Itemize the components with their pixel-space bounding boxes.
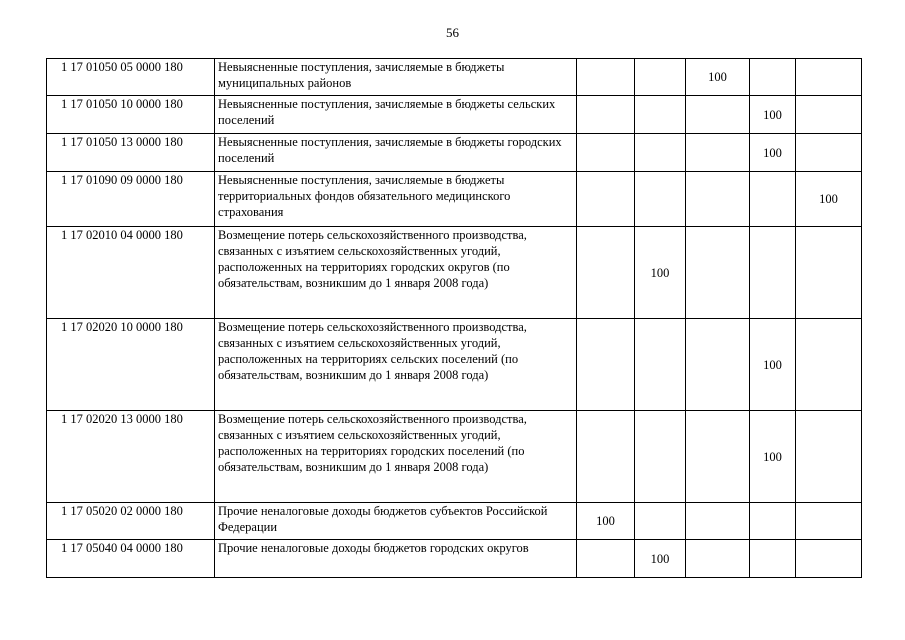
norm-value-cell [577,227,635,319]
norm-value-cell [686,411,750,503]
table-row [47,59,862,96]
norm-value-cell [796,540,862,578]
norm-value-cell [577,540,635,578]
table-row [47,411,862,503]
norm-value-cell [750,172,796,227]
revenue-name: Невыясненные поступления, зачисляемые в бюджеты территориальных фондов обязательного медицинского страхования [215,172,577,227]
revenue-code: 1 17 05040 04 0000 180 [47,540,215,578]
revenue-name: Возмещение потерь сельскохозяйственного производства, связанных с изъятием сельскохозяйственных угодий, расположенных на территориях сельских поселений (по обязательствам, возникшим до 1 января 2008 года) [215,319,577,411]
norm-value-cell [686,540,750,578]
norm-value-cell [686,319,750,411]
norm-value-cell [686,96,750,134]
norm-value-cell [796,411,862,503]
norm-value-cell [750,503,796,540]
norm-value-cell [796,134,862,172]
norm-value-cell: 100 [750,134,796,172]
norm-value-cell [686,134,750,172]
norm-value-cell: 100 [796,172,862,227]
norm-value-cell [750,540,796,578]
table-row [47,540,862,578]
norm-value-cell [577,172,635,227]
revenue-name: Прочие неналоговые доходы бюджетов субъектов Российской Федерации [215,503,577,540]
table-row [47,227,862,319]
norm-value-cell [577,134,635,172]
revenue-name: Невыясненные поступления, зачисляемые в бюджеты городских поселений [215,134,577,172]
revenue-code: 1 17 01090 09 0000 180 [47,172,215,227]
norm-value-cell: 100 [686,59,750,96]
norm-value-cell: 100 [750,411,796,503]
norm-value-cell [796,227,862,319]
norm-value-cell [686,227,750,319]
revenue-code: 1 17 01050 10 0000 180 [47,96,215,134]
table-row [47,172,862,227]
norm-value-cell [796,59,862,96]
norm-value-cell [577,411,635,503]
revenue-code: 1 17 05020 02 0000 180 [47,503,215,540]
norm-value-cell [796,96,862,134]
norm-value-cell [635,134,686,172]
norm-value-cell [577,96,635,134]
revenue-name: Возмещение потерь сельскохозяйственного производства, связанных с изъятием сельскохозяйственных угодий, расположенных на территориях городских поселений (по обязательствам, возникшим до 1 января 2008 года) [215,411,577,503]
revenue-name: Невыясненные поступления, зачисляемые в бюджеты муниципальных районов [215,59,577,96]
norm-value-cell [796,319,862,411]
table-row [47,503,862,540]
norm-value-cell [577,319,635,411]
revenue-code: 1 17 01050 05 0000 180 [47,59,215,96]
norm-value-cell [635,59,686,96]
norm-value-cell [577,59,635,96]
norm-value-cell [750,59,796,96]
norm-value-cell [635,172,686,227]
table-row [47,96,862,134]
norm-value-cell [686,172,750,227]
norm-value-cell: 100 [635,540,686,578]
table-row [47,134,862,172]
revenue-name: Возмещение потерь сельскохозяйственного производства, связанных с изъятием сельскохозяйственных угодий, расположенных на территориях городских округов (по обязательствам, возникшим до 1 января 2008 года) [215,227,577,319]
revenue-name: Прочие неналоговые доходы бюджетов городских округов [215,540,577,578]
revenue-name: Невыясненные поступления, зачисляемые в бюджеты сельских поселений [215,96,577,134]
norm-value-cell: 100 [635,227,686,319]
revenue-code: 1 17 01050 13 0000 180 [47,134,215,172]
page-number: 56 [446,25,459,40]
norm-value-cell: 100 [750,319,796,411]
revenue-distribution-table [46,58,862,578]
norm-value-cell [750,227,796,319]
revenue-code: 1 17 02020 10 0000 180 [47,319,215,411]
norm-value-cell [635,96,686,134]
norm-value-cell [686,503,750,540]
norm-value-cell [635,503,686,540]
norm-value-cell [796,503,862,540]
revenue-code: 1 17 02010 04 0000 180 [47,227,215,319]
norm-value-cell [635,319,686,411]
norm-value-cell: 100 [577,503,635,540]
table-row [47,319,862,411]
norm-value-cell [635,411,686,503]
revenue-code: 1 17 02020 13 0000 180 [47,411,215,503]
norm-value-cell: 100 [750,96,796,134]
